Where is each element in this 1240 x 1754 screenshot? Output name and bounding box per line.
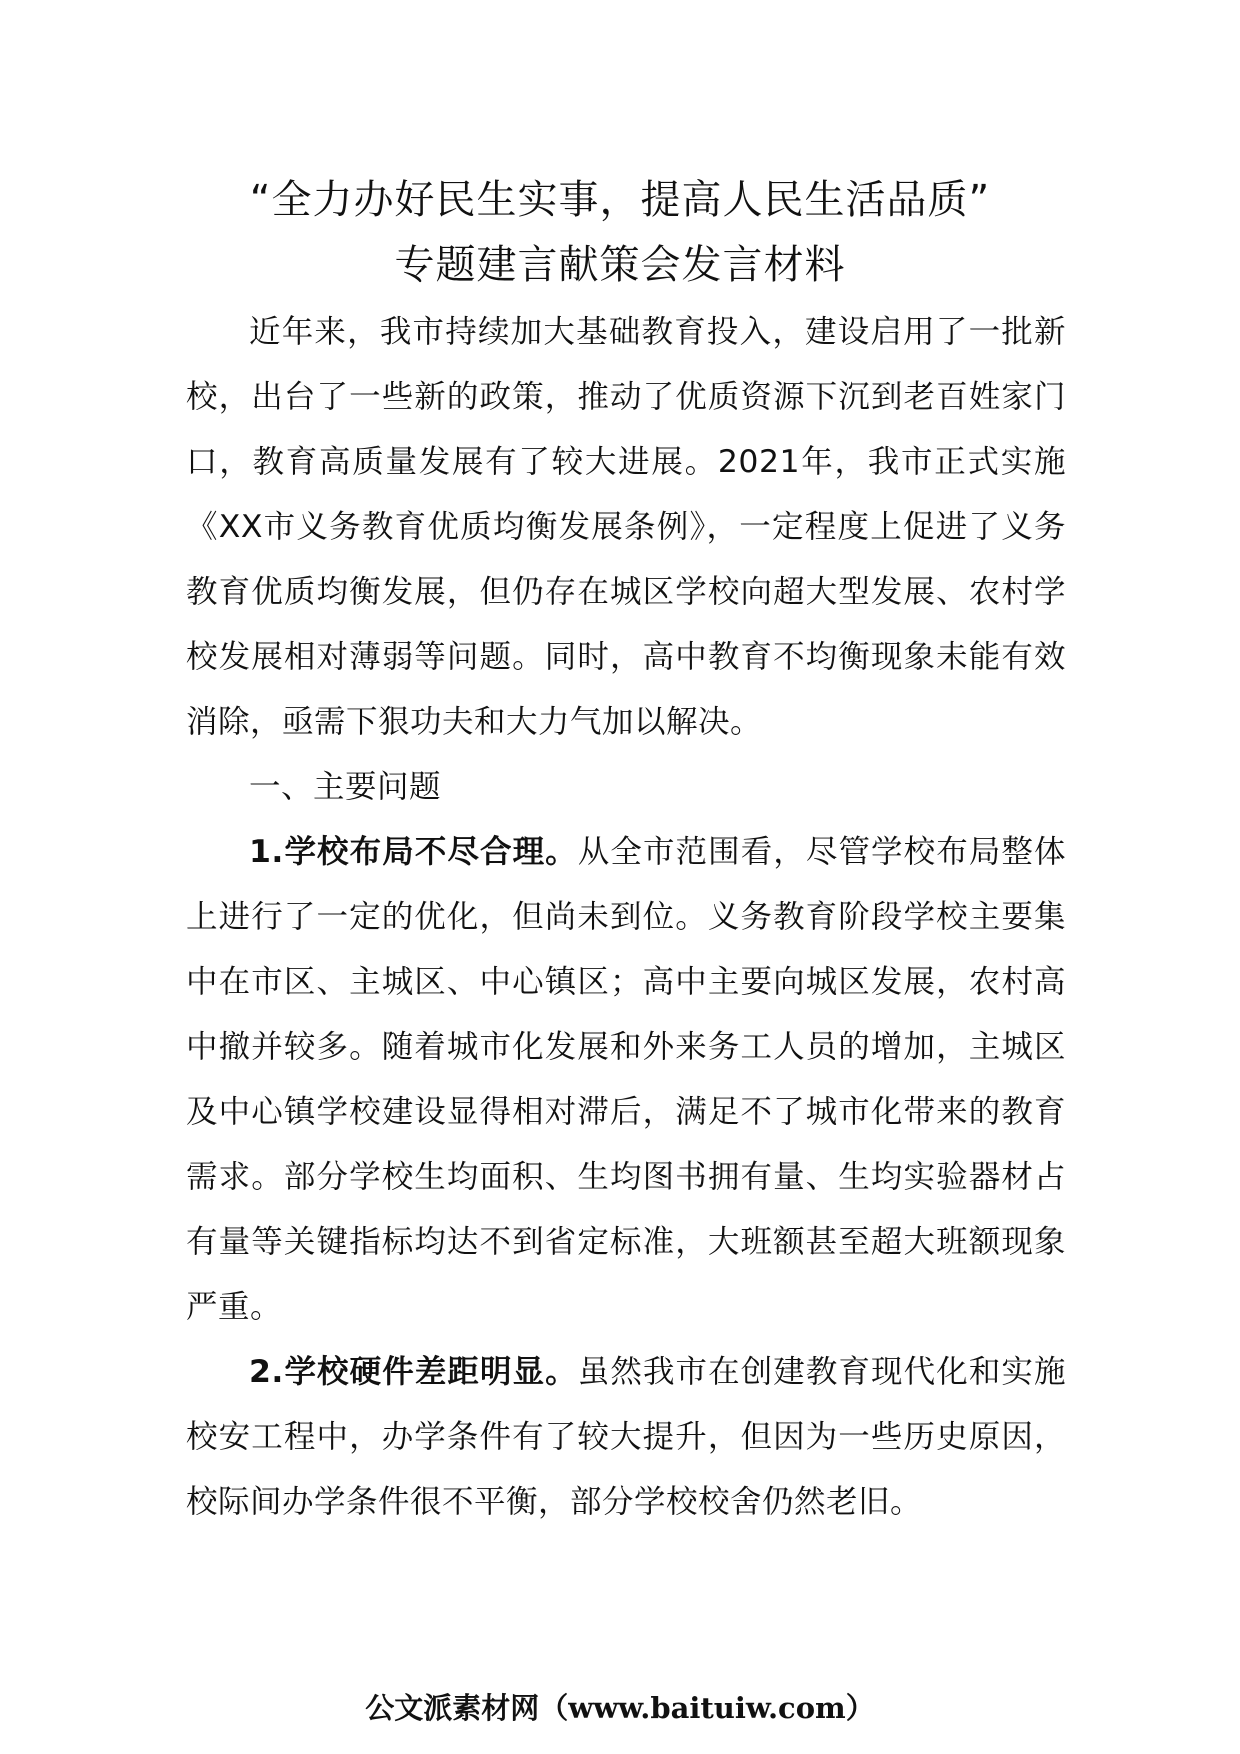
problem-2-text: 虽然我市在创建教育现代化和实施校安工程中，办学条件有了较大提升，但因为一些历史原因，校际间办学条件很不平衡，部分学校校舍仍然老旧。 bbox=[186, 1354, 1066, 1520]
problem-1-lead: 1.学校布局不尽合理。 bbox=[249, 834, 578, 870]
document-body bbox=[186, 300, 1066, 1535]
title-line-2: 专题建言献策会发言材料 bbox=[394, 242, 846, 288]
intro-paragraph: 近年来，我市持续加大基础教育投入，建设启用了一批新校，出台了一些新的政策，推动了优质资源下沉到老百姓家门口，教育高质量发展有了较大进展。2021年，我市正式实施《XX市义务教育优质均衡发展条例》，一定程度上促进了义务教育优质均衡发展，但仍存在城区学校向超大型发展、农村学校发展相对薄弱等问题。同时，高中教育不均衡现象未能有效消除，亟需下狠功夫和大力气加以解决。 bbox=[186, 314, 1066, 740]
problem-1-text: 从全市范围看，尽管学校布局整体上进行了一定的优化，但尚未到位。义务教育阶段学校主要集中在市区、主城区、中心镇区；高中主要向城区发展，农村高中撤并较多。随着城市化发展和外来务工人员的增加，主城区及中心镇学校建设显得相对滞后，满足不了城市化带来的教育需求。部分学校生均面积、生均图书拥有量、生均实验器材占有量等关键指标均达不到省定标准，大班额甚至超大班额现象严重。 bbox=[186, 834, 1066, 1325]
problem-paragraph-1 bbox=[186, 820, 1066, 1340]
problem-2-lead: 2.学校硬件差距明显。 bbox=[249, 1354, 578, 1390]
section-heading: 一、主要问题 bbox=[249, 769, 442, 805]
problem-paragraph-2 bbox=[186, 1340, 1066, 1535]
footer-watermark: 公文派素材网（www.baituiw.com） bbox=[365, 1691, 875, 1725]
title-line-1: “全力办好民生实事，提高人民生活品质” bbox=[249, 177, 991, 223]
